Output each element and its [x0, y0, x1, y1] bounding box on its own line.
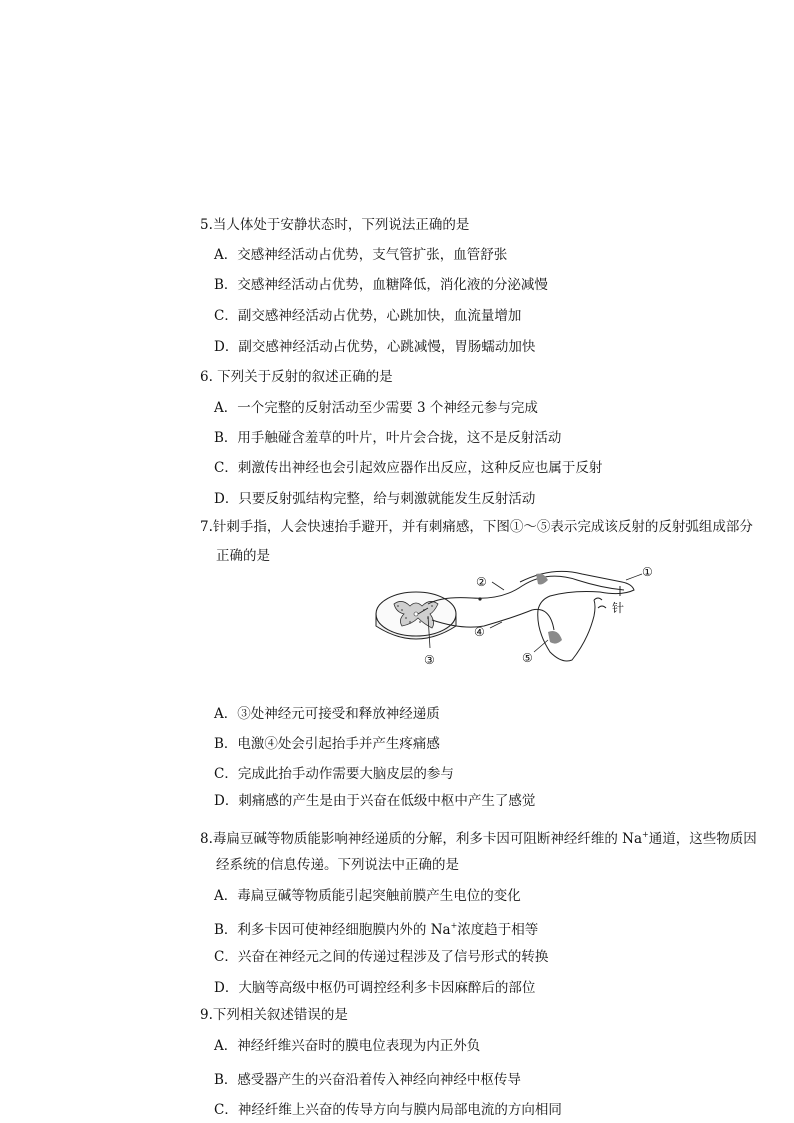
q8-option-b	[214, 917, 538, 939]
label-2: ②	[476, 575, 487, 589]
label-needle: 针	[612, 601, 625, 615]
q9-option-a: A．神经纤维兴奋时的膜电位表现为内正外负	[214, 1038, 481, 1054]
q8-stem-line1	[200, 826, 757, 848]
q9-stem: 9.下列相关叙述错误的是	[200, 1007, 348, 1023]
q6-stem: 6. 下列关于反射的叙述正确的是	[200, 369, 393, 385]
q9-option-c: C．神经纤维上兴奋的传导方向与膜内局部电流的方向相同	[214, 1102, 562, 1118]
q5-option-a: A．交感神经活动占优势，支气管扩张，血管舒张	[214, 247, 508, 263]
q8-option-d: D．大脑等高级中枢仍可调控经利多卡因麻醉后的部位	[214, 980, 536, 996]
q8-option-b-pre: B．利多卡因可使神经细胞膜内外的 Na	[214, 922, 451, 938]
q8-stem-text-a: 8.毒扁豆碱等物质能影响神经递质的分解，利多卡因可阻断神经纤维的 Na	[200, 831, 643, 847]
q6-option-b: B．用手触碰含羞草的叶片，叶片会合拢，这不是反射活动	[214, 430, 562, 446]
arm-outline	[520, 571, 634, 661]
q8-stem-text-b: 通道，这些物质因	[648, 831, 757, 847]
q7-option-a: A．③处神经元可接受和释放神经递质	[214, 706, 440, 722]
q8-option-b-post: 浓度趋于相等	[457, 922, 539, 938]
q8-option-a: A．毒扁豆碱等物质能引起突触前膜产生电位的变化	[214, 888, 521, 904]
q7-option-c: C．完成此抬手动作需要大脑皮层的参与	[214, 766, 454, 782]
q8-stem-sup: +	[642, 830, 649, 839]
q8-option-c: C．兴奋在神经元之间的传递过程涉及了信号形式的转换	[214, 949, 549, 965]
label-4: ④	[474, 625, 485, 639]
effector-muscle	[548, 631, 562, 644]
q8-option-b-sup: +	[450, 921, 458, 930]
q5-option-d: D．副交感神经活动占优势，心跳减慢，胃肠蠕动加快	[214, 339, 536, 355]
q7-stem-line1: 7.针刺手指，人会快速抬手避开，并有刺痛感，下图①～⑤表示完成该反射的反射弧组成部分	[200, 519, 753, 535]
reflex-arc-figure	[372, 560, 672, 670]
q6-option-c: C．刺激传出神经也会引起效应器作出反应，这种反应也属于反射	[214, 460, 603, 476]
q6-option-a: A．一个完整的反射活动至少需要 3 个神经元参与完成	[214, 400, 538, 416]
q5-option-b: B．交感神经活动占优势，血糖降低，消化液的分泌减慢	[214, 277, 548, 293]
q7-stem-line2: 正确的是	[216, 548, 270, 564]
q5-option-c: C．副交感神经活动占优势，心跳加快，血流量增加	[214, 308, 522, 324]
label-leaders	[428, 574, 642, 652]
q9-option-b: B．感受器产生的兴奋沿着传入神经向神经中枢传导	[214, 1072, 521, 1088]
receptor-patch	[536, 574, 548, 585]
q6-option-d: D．只要反射弧结构完整，给与刺激就能发生反射活动	[214, 491, 536, 507]
label-1: ①	[642, 565, 653, 579]
q8-stem-line2: 经系统的信息传递。下列说法中正确的是	[216, 857, 459, 873]
q5-stem: 5.当人体处于安静状态时，下列说法正确的是	[200, 217, 470, 233]
ganglion-dot	[478, 597, 481, 600]
q7-option-b: B．电激④处会引起抬手并产生疼痛感	[214, 736, 440, 752]
label-3: ③	[424, 653, 435, 667]
q7-option-d: D．刺痛感的产生是由于兴奋在低级中枢中产生了感觉	[214, 793, 536, 809]
label-5: ⑤	[522, 651, 533, 665]
